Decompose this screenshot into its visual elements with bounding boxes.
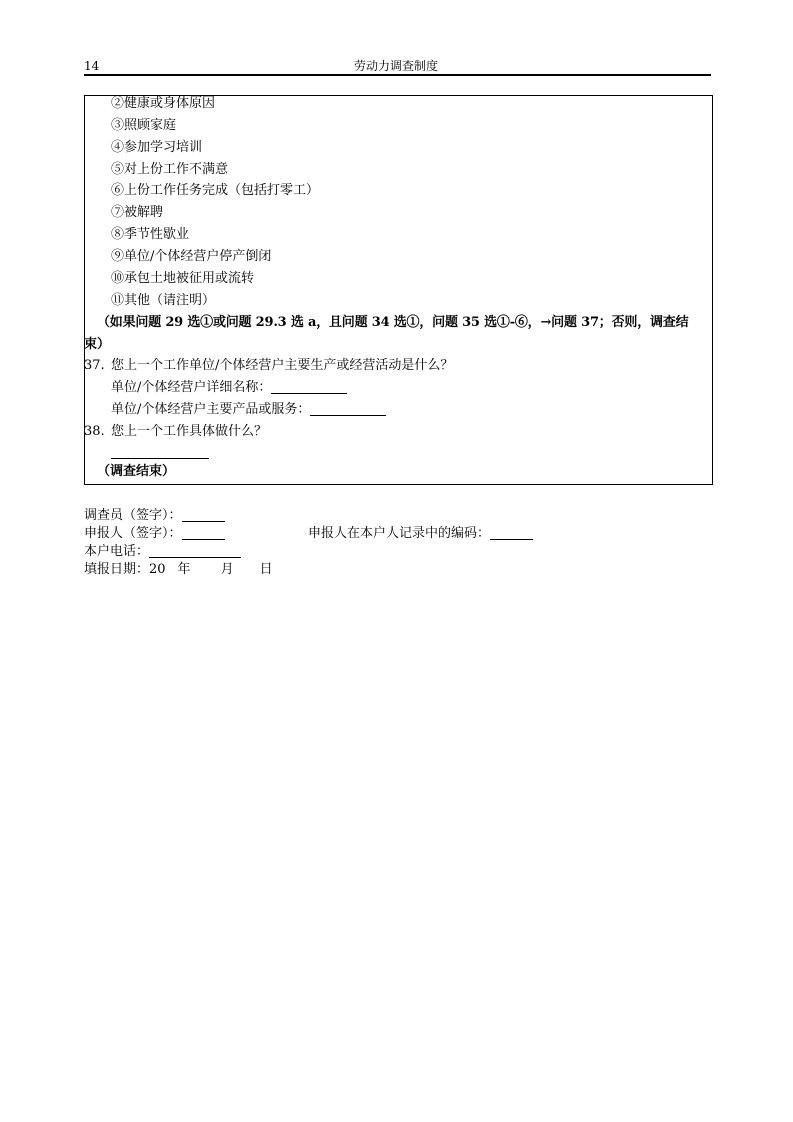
phone-label: 本户电话： — [84, 544, 150, 559]
option-task-completed: ⑥上份工作任务完成（包括打零工） — [111, 183, 320, 198]
skip-instruction-line1: （如果问题 29 选①或问题 29.3 选 a，且问题 34 选①，问题 35 选①-⑥，→问题 37；否则，调查结 — [97, 315, 689, 330]
employer-name-label: 单位/个体经营户详细名称： — [111, 380, 272, 395]
page-number: 14 — [84, 59, 100, 73]
option-dissatisfied: ⑤对上份工作不满意 — [111, 162, 229, 177]
reporter-signature-blank[interactable] — [182, 527, 225, 540]
fill-date-month-label: 月 — [220, 562, 234, 577]
product-service-blank[interactable] — [310, 403, 386, 416]
fill-date-prefix: 填报日期：20 — [84, 562, 166, 577]
fill-date-field — [84, 563, 273, 576]
question-38-number: 38. — [84, 424, 105, 439]
option-family-care: ③照顾家庭 — [111, 118, 177, 133]
investigator-signature-field — [84, 509, 225, 522]
skip-instruction-line2: 束） — [84, 337, 111, 352]
reporter-code-label: 申报人在本户人记录中的编码： — [308, 526, 491, 541]
phone-blank[interactable] — [149, 545, 241, 558]
job-description-field — [111, 446, 209, 459]
option-closure: ⑨单位/个体经营户停产倒闭 — [111, 249, 272, 264]
fill-date-day-label: 日 — [259, 562, 273, 577]
reporter-code-blank[interactable] — [490, 527, 533, 540]
running-header-title: 劳动力调查制度 — [354, 59, 439, 73]
investigator-label: 调查员（签字）： — [84, 508, 182, 523]
investigator-signature-blank[interactable] — [182, 509, 225, 522]
option-training: ④参加学习培训 — [111, 140, 203, 155]
fill-date-year-label: 年 — [177, 562, 191, 577]
header-rule — [84, 74, 711, 76]
employer-name-field — [111, 381, 347, 394]
option-health: ②健康或身体原因 — [111, 96, 216, 111]
employer-name-blank[interactable] — [271, 381, 347, 394]
reporter-code-field — [308, 527, 533, 540]
option-dismissed: ⑦被解聘 — [111, 205, 164, 220]
question-37-number: 37. — [84, 358, 105, 373]
survey-end-note: （调查结束） — [97, 464, 176, 479]
question-38-text: 您上一个工作具体做什么？ — [111, 424, 268, 439]
job-description-blank[interactable] — [111, 446, 209, 459]
product-service-label: 单位/个体经营户主要产品或服务： — [111, 402, 311, 417]
phone-field — [84, 545, 241, 558]
question-37-text: 您上一个工作单位/个体经营户主要生产或经营活动是什么？ — [111, 358, 454, 373]
product-service-field — [111, 403, 386, 416]
reporter-signature-field — [84, 527, 225, 540]
reporter-label: 申报人（签字）： — [84, 526, 182, 541]
option-land-requisition: ⑩承包土地被征用或流转 — [111, 271, 255, 286]
option-other: ⑪其他（请注明） — [111, 293, 216, 308]
option-seasonal: ⑧季节性歇业 — [111, 227, 190, 242]
